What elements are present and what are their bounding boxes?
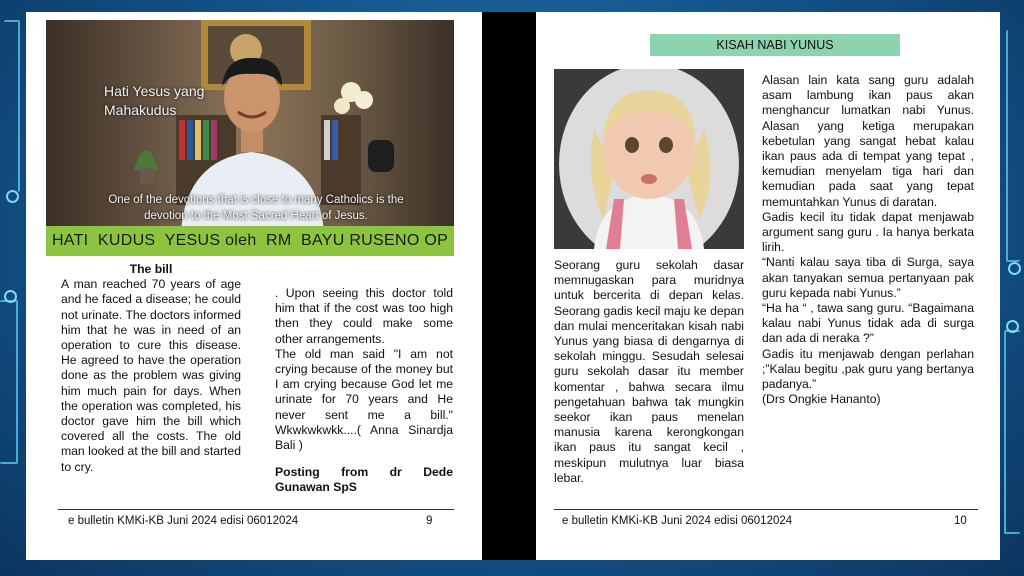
- circuit-node: [1006, 320, 1019, 333]
- posting-credit: Posting from dr Dede Gunawan SpS: [275, 465, 453, 495]
- girl-portrait: [554, 69, 744, 249]
- story-column-2: [762, 73, 974, 407]
- author-credit: (Drs Ongkie Hananto): [762, 392, 881, 407]
- story-heading: The bill: [129, 262, 173, 276]
- circuit-decoration: [4, 20, 20, 192]
- photo-caption: One of the devotions that is close to many Catholics is the devotion to the Most Sacred Heart of Jesus.: [108, 194, 404, 222]
- page-number: 9: [426, 515, 433, 527]
- article-title: KISAH NABI YUNUS: [650, 34, 900, 56]
- circuit-decoration: [0, 300, 18, 464]
- story-paragraph: Gadis kecil itu tidak dapat menjawab argument sang guru . Ia hanya berkata lirih.: [762, 209, 974, 255]
- story-text-col1: A man reached 70 years of age and he faced a disease; he could not urinate. The doctors informed him that he was in need of an operation to cure this disease. He agreed to have the operation done as the problem was giving him much pain for days. When the operation was completed, his doctor gave him the bill which covered all the costs. The old man looked at the bill and started to cry.: [61, 277, 241, 474]
- girl-illustration: [554, 69, 744, 249]
- circuit-node: [1008, 262, 1021, 275]
- article-banner-text: HATI KUDUS YESUS oleh RM BAYU RUSENO OP: [51, 232, 449, 249]
- circuit-node: [4, 290, 17, 303]
- story-paragraph: Gadis itu menjawab dengan perlahan ;”Kalau begitu ,pak guru yang bertanya padanya.”: [762, 346, 974, 392]
- footer-text: e bulletin KMKi-KB Juni 2024 edisi 06012024: [562, 515, 793, 527]
- circuit-node: [6, 190, 19, 203]
- article-banner: [46, 226, 454, 256]
- circuit-decoration: [1004, 330, 1020, 534]
- story-paragraph: Alasan lain kata sang guru adalah asam lambung ikan paus akan menghancur lumatkan nabi Yunus. Alasan yang ketiga merupakan kebetulan yang sangat hebat kalau ikan paus ada di tempat yang tepat , kemudian menyelam tiga hari dan kemudian pada saat yang tepat memuntahkan Yunus di daratan.: [762, 73, 974, 209]
- circuit-decoration: [1006, 30, 1020, 262]
- left-page: [26, 12, 482, 560]
- story-column-1: [61, 262, 241, 475]
- story-paragraph: “Ha ha “ , tawa sang guru. “Bagaimana kalau nabi Yunus tidak ada di surga dan ada di neraka ?”: [762, 301, 974, 346]
- book-spine: [482, 12, 536, 560]
- story-text-col2-p2: The old man said "I am not crying because of the money but I am crying because God let me urinate for 70 years and He never sent me a bill." Wkwkwkwkk....( Anna Sinardja Bali ): [275, 346, 453, 453]
- story-column-2: [275, 286, 453, 496]
- page-number: 10: [954, 515, 967, 527]
- right-page: [536, 12, 1000, 560]
- footer-text: e bulletin KMKi-KB Juni 2024 edisi 06012024: [68, 515, 299, 527]
- story-paragraph: “Nanti kalau saya tiba di Surga, saya akan tanyakan semua pertanyaan pak guru kepada nabi Yunus.”: [762, 255, 974, 300]
- footer-divider: [554, 509, 978, 510]
- video-still-photo: [46, 20, 454, 232]
- story-column-1: Seorang guru sekolah dasar memnugaskan para muridnya untuk bercerita di depan kelas. Seorang gadis kecil maju ke depan dan mulai menceritakan kisah nabi Yunus yang biasa di dengarnya di sekolah minggu. Sesudah selesai guru sekolah dasar itu member komentar , bahwa secara ilmu pengetahuan bahwa tak mungkin seekor ikan paus menelan manusia karena kerongkongan ikan paus itu sangat kecil , meskipun mulutnya luar biasa lebar.: [554, 258, 744, 485]
- photo-overlay-title: Hati Yesus yang Mahakudus: [104, 83, 205, 118]
- footer-divider: [58, 509, 454, 510]
- story-text-col2-p1: . Upon seeing this doctor told him that if the cost was too high then they could make some other arrangements.: [275, 286, 453, 346]
